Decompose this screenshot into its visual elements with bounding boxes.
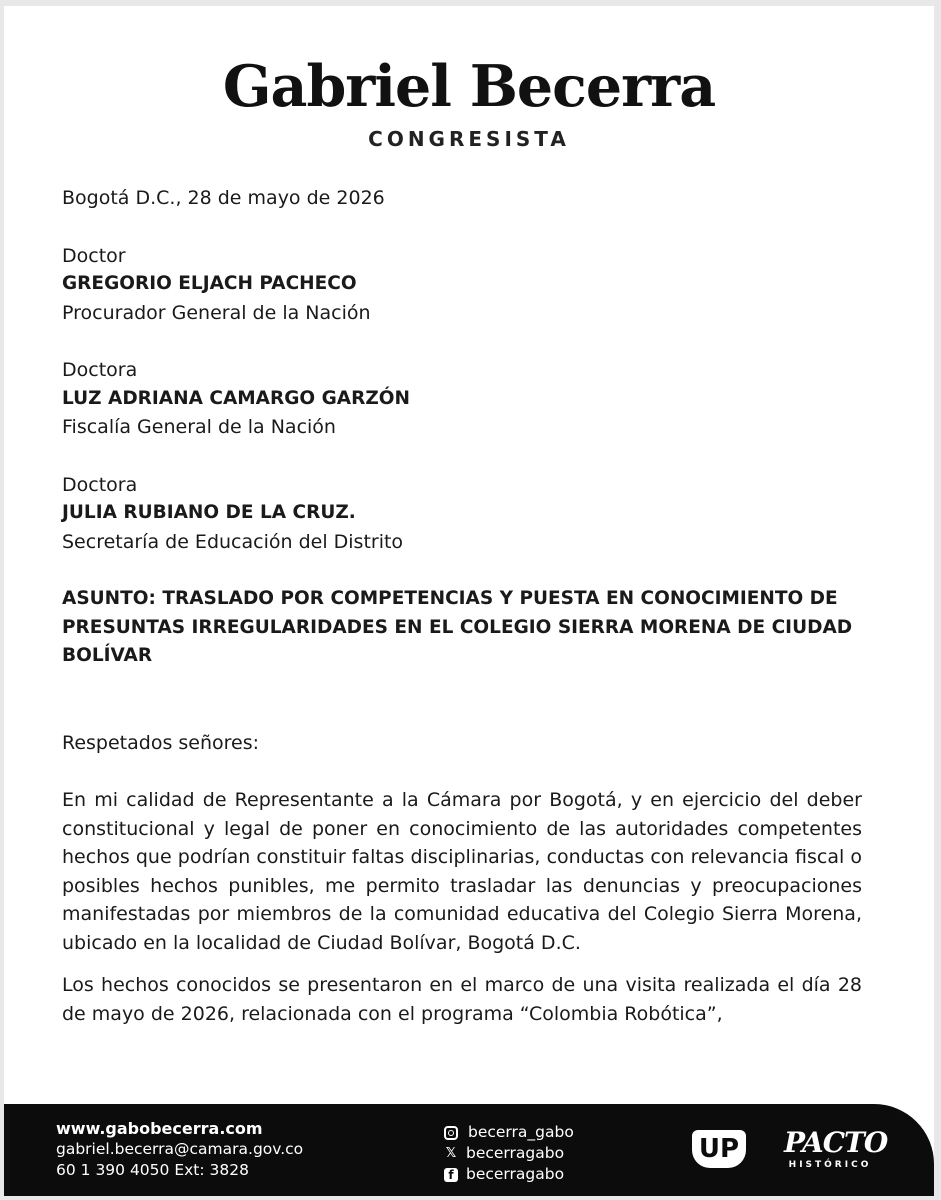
website-link[interactable]: www.gabobecerra.com bbox=[56, 1119, 263, 1138]
recipient-salutation: Doctora bbox=[62, 359, 138, 381]
greeting: Respetados señores: bbox=[62, 731, 260, 754]
recipient-name: JULIA RUBIANO DE LA CRUZ. bbox=[62, 502, 356, 523]
x-icon: 𝕏 bbox=[445, 1145, 457, 1161]
instagram-handle: becerra_gabo bbox=[468, 1123, 574, 1141]
letterhead bbox=[4, 53, 934, 151]
recipient-position: Procurador General de la Nación bbox=[62, 301, 371, 324]
letter-footer bbox=[4, 1104, 934, 1196]
date-line: Bogotá D.C., 28 de mayo de 2026 bbox=[62, 187, 385, 209]
social-x[interactable] bbox=[444, 1143, 574, 1164]
pacto-historico-logo bbox=[784, 1126, 888, 1170]
recipient-name: GREGORIO ELJACH PACHECO bbox=[62, 273, 357, 294]
facebook-icon: f bbox=[444, 1168, 458, 1182]
x-handle: becerragabo bbox=[466, 1144, 565, 1162]
up-party-logo: UP bbox=[692, 1130, 746, 1168]
subject-line: ASUNTO: TRASLADO POR COMPETENCIAS Y PUESTA EN CONOCIMIENTO DE PRESUNTAS IRREGULARIDADES EN EL COLEGIO SIERRA MORENA DE CIUDAD BOLÍVAR bbox=[62, 588, 853, 666]
instagram-icon bbox=[444, 1126, 458, 1140]
recipient-2 bbox=[62, 356, 862, 442]
recipient-salutation: Doctora bbox=[62, 473, 138, 496]
contact-info bbox=[56, 1118, 303, 1181]
recipient-3 bbox=[62, 471, 862, 557]
recipient-salutation: Doctor bbox=[62, 244, 126, 267]
email-link[interactable]: gabriel.becerra@camara.gov.co bbox=[56, 1140, 304, 1158]
phone-number: 60 1 390 4050 Ext: 3828 bbox=[56, 1161, 249, 1179]
letter-page bbox=[4, 6, 934, 1196]
social-links bbox=[444, 1122, 574, 1185]
body-paragraph-1: En mi calidad de Representante a la Cámara por Bogotá, y en ejercicio del deber constitucional y legal de poner en conocimiento de las autoridades competentes hechos que podrían constituir faltas disciplinarias, conductas con relevancia fiscal o posibles hechos punibles, me permito trasladar las denuncias y preocupaciones manifestadas por miembros de la comunidad educativa del Colegio Sierra Morena, ubicado en la localidad de Ciudad Bolívar, Bogotá D.C. bbox=[62, 789, 862, 954]
recipient-position: Secretaría de Educación del Distrito bbox=[62, 530, 404, 553]
social-instagram[interactable] bbox=[444, 1122, 574, 1143]
pacto-logo-text: PACTO bbox=[784, 1126, 888, 1159]
recipient-name: LUZ ADRIANA CAMARGO GARZÓN bbox=[62, 387, 410, 409]
pacto-logo-subtext: HISTÓRICO bbox=[788, 1160, 872, 1170]
recipient-position: Fiscalía General de la Nación bbox=[62, 416, 336, 438]
letterhead-role: CONGRESISTA bbox=[368, 127, 570, 151]
facebook-handle: becerragabo bbox=[466, 1165, 565, 1183]
letter-body bbox=[62, 184, 862, 1028]
letterhead-name: Gabriel Becerra bbox=[222, 53, 716, 120]
social-facebook[interactable] bbox=[444, 1164, 574, 1185]
body-paragraph-2: Los hechos conocidos se presentaron en el marco de una visita realizada el día 28 de mayo de 2026, relacionada con el programa “Colombia Robótica”, bbox=[62, 974, 862, 1025]
recipient-1 bbox=[62, 242, 862, 328]
